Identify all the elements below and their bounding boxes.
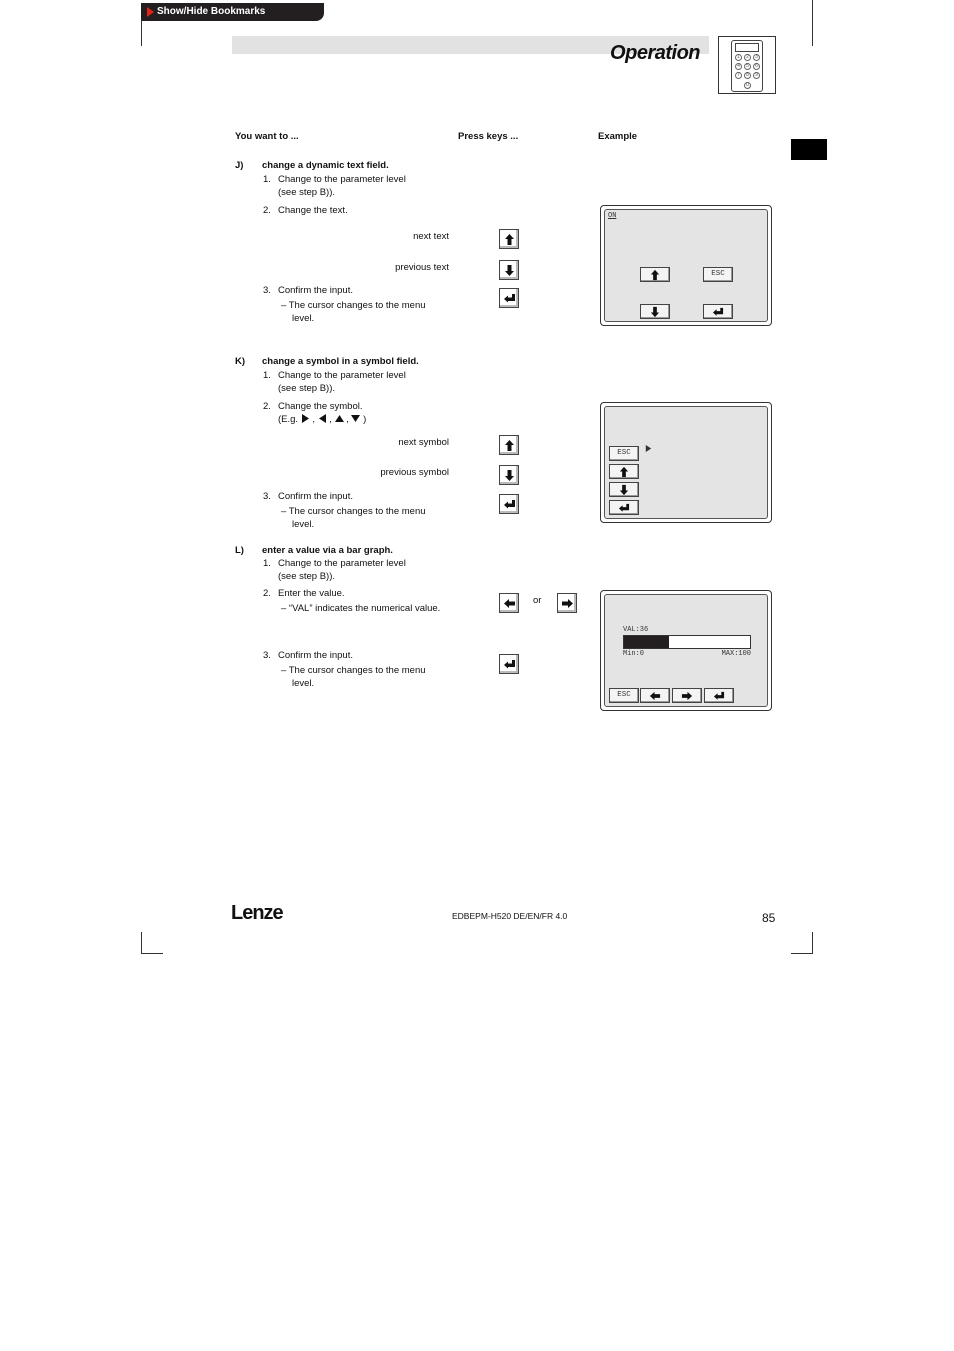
- arrow-up-icon: [648, 269, 662, 281]
- page-number: 85: [762, 911, 776, 925]
- triangle-up-icon: [335, 414, 344, 423]
- arrow-down-icon: [503, 469, 516, 482]
- bar-graph: [623, 635, 751, 649]
- enter-key[interactable]: [499, 494, 519, 514]
- triangle-down-icon: [351, 414, 360, 423]
- bar-min-label: Min:0: [623, 650, 645, 658]
- lcd-up-button: [609, 464, 639, 479]
- lcd-enter-button: [609, 500, 639, 515]
- show-hide-bookmarks-button[interactable]: [141, 3, 324, 21]
- enter-icon: [712, 690, 726, 702]
- left-arrow-key[interactable]: [499, 593, 519, 613]
- triangle-right-icon: [147, 7, 154, 17]
- crop-mark: [141, 953, 163, 954]
- crop-mark: [812, 0, 813, 46]
- lcd-right-button: [672, 688, 702, 703]
- section-letter: J): [235, 160, 244, 171]
- bar-value-label: VAL:36: [623, 626, 649, 634]
- lcd-esc-button: ESC: [609, 446, 639, 461]
- symbol-examples: (E.g. , , , ): [278, 414, 367, 425]
- lcd-down-button: [640, 304, 670, 319]
- step-number: 1.: [263, 370, 271, 381]
- crop-mark: [791, 953, 813, 954]
- document-code: EDBEPM-H520 DE/EN/FR 4.0: [452, 911, 568, 921]
- step-text: (see step B)).: [278, 571, 336, 582]
- example-display-l: [600, 590, 772, 711]
- section-title: enter a value via a bar graph.: [262, 545, 393, 556]
- section-letter: K): [235, 356, 246, 367]
- step-text: Change to the parameter level: [278, 174, 406, 185]
- chapter-tab: [791, 139, 827, 160]
- arrow-up-icon: [503, 233, 516, 246]
- key-up-label: next text: [413, 231, 449, 242]
- section-title: change a symbol in a symbol field.: [262, 356, 419, 367]
- up-arrow-key[interactable]: [499, 229, 519, 249]
- step-text: – The cursor changes to the menu: [281, 300, 426, 311]
- lcd-up-button: [640, 267, 670, 282]
- arrow-right-icon: [561, 597, 574, 610]
- step-text: (see step B)).: [278, 187, 336, 198]
- lcd-left-button: [640, 688, 670, 703]
- example-display-k: [600, 402, 772, 523]
- down-arrow-key[interactable]: [499, 465, 519, 485]
- step-text: – The cursor changes to the menu: [281, 665, 426, 676]
- key-down-label: previous symbol: [380, 467, 449, 478]
- triangle-right-icon: [301, 414, 310, 423]
- lcd-esc-button: ESC: [609, 688, 639, 703]
- or-label: or: [533, 595, 542, 606]
- enter-icon: [503, 498, 516, 511]
- step-text: level.: [292, 313, 315, 324]
- arrow-right-icon: [680, 690, 694, 702]
- enter-icon: [503, 292, 516, 305]
- arrow-down-icon: [617, 484, 631, 496]
- step-text: level.: [292, 678, 315, 689]
- triangle-right-icon: [645, 445, 652, 452]
- enter-key[interactable]: [499, 288, 519, 308]
- example-display-j: [600, 205, 772, 326]
- section-title: change a dynamic text field.: [262, 160, 389, 171]
- arrow-left-icon: [648, 690, 662, 702]
- column-header-press: Press keys ...: [458, 131, 519, 142]
- up-arrow-key[interactable]: [499, 435, 519, 455]
- step-number: 2.: [263, 401, 271, 412]
- text-field-value: ON: [608, 212, 617, 220]
- enter-icon: [711, 306, 725, 318]
- key-down-label: previous text: [395, 262, 449, 273]
- step-text: Confirm the input.: [278, 650, 353, 661]
- step-text: Enter the value.: [278, 588, 345, 599]
- column-header-example: Example: [598, 131, 638, 142]
- step-number: 2.: [263, 588, 271, 599]
- page-title: Operation: [610, 42, 700, 64]
- step-number: 2.: [263, 205, 271, 216]
- step-text: Confirm the input.: [278, 285, 353, 296]
- lcd-enter-button: [703, 304, 733, 319]
- bar-max-label: MAX:100: [721, 650, 751, 658]
- arrow-left-icon: [503, 597, 516, 610]
- step-text: Change the text.: [278, 205, 348, 216]
- brand-logo: Lenze: [231, 902, 283, 924]
- enter-icon: [503, 658, 516, 671]
- bar-graph-fill: [624, 636, 669, 648]
- step-text: Change the symbol.: [278, 401, 363, 412]
- lcd-enter-button: [704, 688, 734, 703]
- down-arrow-key[interactable]: [499, 260, 519, 280]
- lcd-esc-button: ESC: [703, 267, 733, 282]
- triangle-left-icon: [318, 414, 327, 423]
- step-number: 3.: [263, 491, 271, 502]
- step-number: 1.: [263, 558, 271, 569]
- arrow-up-icon: [503, 439, 516, 452]
- step-text: Change to the parameter level: [278, 370, 406, 381]
- step-number: 3.: [263, 285, 271, 296]
- enter-icon: [617, 502, 631, 514]
- step-number: 3.: [263, 650, 271, 661]
- crop-mark: [141, 20, 142, 46]
- bookmarks-label: Show/Hide Bookmarks: [157, 6, 266, 17]
- right-arrow-key[interactable]: [557, 593, 577, 613]
- crop-mark: [812, 932, 813, 954]
- key-up-label: next symbol: [398, 437, 449, 448]
- keypad-icon: 1 2 3 4 5 6 7 8 9 0: [718, 36, 776, 94]
- crop-mark: [141, 932, 142, 954]
- arrow-down-icon: [648, 306, 662, 318]
- step-text: level.: [292, 519, 315, 530]
- enter-key[interactable]: [499, 654, 519, 674]
- step-text: Confirm the input.: [278, 491, 353, 502]
- step-text: – “VAL” indicates the numerical value.: [281, 603, 441, 614]
- step-text: Change to the parameter level: [278, 558, 406, 569]
- step-text: (see step B)).: [278, 383, 336, 394]
- arrow-down-icon: [503, 264, 516, 277]
- step-text: – The cursor changes to the menu: [281, 506, 426, 517]
- section-letter: L): [235, 545, 244, 556]
- step-number: 1.: [263, 174, 271, 185]
- arrow-up-icon: [617, 466, 631, 478]
- column-header-want: You want to ...: [235, 131, 299, 142]
- lcd-down-button: [609, 482, 639, 497]
